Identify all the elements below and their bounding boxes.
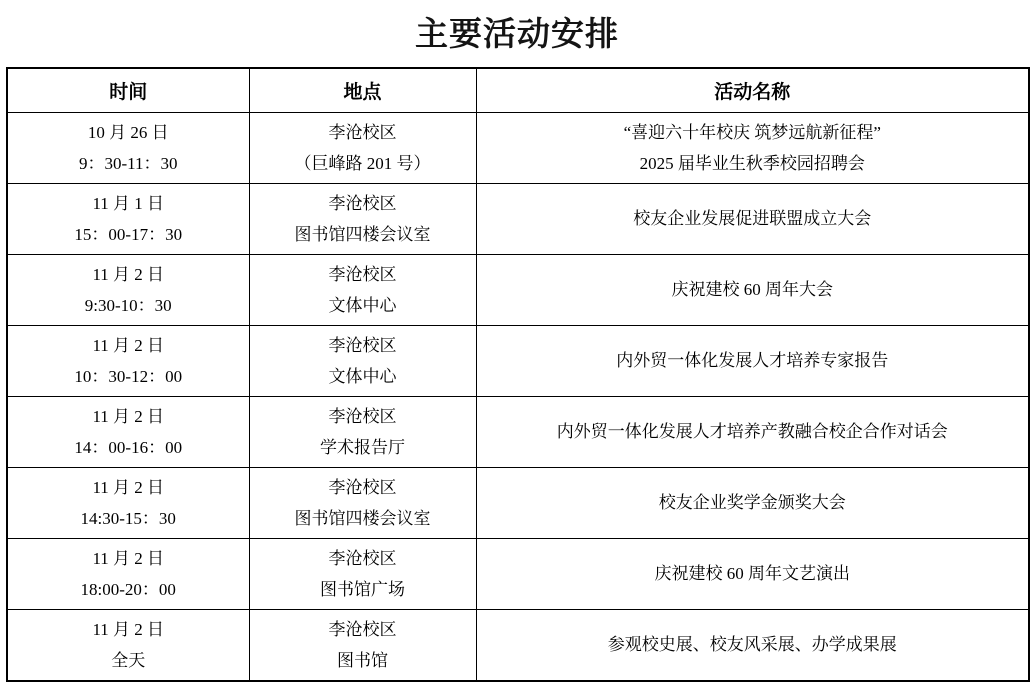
cell-line: 李沧校区: [328, 548, 397, 568]
cell-line: 学术报告厅: [320, 437, 405, 457]
location-cell: [249, 325, 476, 396]
cell-line: 11 月 2 日: [92, 477, 165, 497]
cell-line: 图书馆广场: [320, 579, 405, 599]
cell-line: 14:30-15：30: [80, 508, 176, 528]
table-row: [7, 538, 1029, 609]
activity-cell: [476, 325, 1029, 396]
page-title: 主要活动安排: [415, 17, 619, 53]
schedule-table: [6, 67, 1030, 682]
cell-line: 图书馆四楼会议室: [294, 224, 431, 244]
cell-line: 14：00-16：00: [74, 437, 183, 457]
table-row: [7, 254, 1029, 325]
time-cell: [7, 112, 249, 183]
cell-line: 11 月 2 日: [92, 264, 165, 284]
cell-line: 18:00-20：00: [80, 579, 176, 599]
col-header-location: 地点: [249, 68, 476, 112]
cell-line: 内外贸一体化发展人才培养产教融合校企合作对话会: [556, 422, 948, 441]
activity-cell: [476, 183, 1029, 254]
cell-line: 15：00-17：30: [74, 224, 183, 244]
cell-line: 李沧校区: [328, 335, 397, 355]
cell-line: 2025 届毕业生秋季校园招聘会: [639, 153, 865, 173]
location-cell: [249, 609, 476, 681]
table-row: [7, 183, 1029, 254]
col-header-time: 时间: [7, 68, 249, 112]
location-cell: [249, 538, 476, 609]
location-cell: [249, 112, 476, 183]
cell-line: 李沧校区: [328, 477, 397, 497]
col-header-activity: 活动名称: [476, 68, 1029, 112]
time-cell: [7, 396, 249, 467]
cell-line: （巨峰路 201 号）: [294, 153, 431, 173]
header-row: [7, 68, 1029, 112]
table-row: [7, 467, 1029, 538]
cell-line: 文体中心: [328, 366, 397, 386]
cell-line: 10：30-12：00: [74, 366, 183, 386]
cell-line: 11 月 1 日: [92, 193, 165, 213]
cell-line: 9：30-11：30: [78, 153, 178, 173]
table-header: [7, 68, 1029, 112]
activity-cell: [476, 538, 1029, 609]
cell-line: 李沧校区: [328, 619, 397, 639]
cell-line: 11 月 2 日: [92, 548, 165, 568]
time-cell: [7, 538, 249, 609]
cell-line: 11 月 2 日: [92, 406, 165, 426]
cell-line: 李沧校区: [328, 193, 397, 213]
activity-cell: [476, 254, 1029, 325]
cell-line: 参观校史展、校友风采展、办学成果展: [607, 635, 897, 654]
table-row: [7, 112, 1029, 183]
table-row: [7, 325, 1029, 396]
time-cell: [7, 325, 249, 396]
cell-line: 内外贸一体化发展人才培养专家报告: [616, 351, 889, 370]
cell-line: 文体中心: [328, 295, 397, 315]
cell-line: 11 月 2 日: [92, 335, 165, 355]
time-cell: [7, 254, 249, 325]
cell-line: 李沧校区: [328, 122, 397, 142]
cell-line: 李沧校区: [328, 406, 397, 426]
time-cell: [7, 183, 249, 254]
cell-line: 全天: [111, 650, 146, 670]
cell-line: “喜迎六十年校庆 筑梦远航新征程”: [623, 122, 881, 142]
table-body: [7, 112, 1029, 681]
cell-line: 李沧校区: [328, 264, 397, 284]
cell-line: 图书馆: [337, 650, 388, 670]
cell-line: 庆祝建校 60 周年大会: [671, 280, 833, 299]
cell-line: 9:30-10：30: [84, 295, 172, 315]
table-row: [7, 396, 1029, 467]
cell-line: 校友企业奖学金颁奖大会: [658, 493, 846, 512]
table-row: [7, 609, 1029, 681]
cell-line: 图书馆四楼会议室: [294, 508, 431, 528]
activity-cell: [476, 467, 1029, 538]
cell-line: 庆祝建校 60 周年文艺演出: [654, 564, 850, 583]
time-cell: [7, 609, 249, 681]
cell-line: 校友企业发展促进联盟成立大会: [633, 209, 872, 228]
activity-cell: [476, 112, 1029, 183]
location-cell: [249, 467, 476, 538]
location-cell: [249, 254, 476, 325]
location-cell: [249, 183, 476, 254]
activity-cell: [476, 609, 1029, 681]
cell-line: 10 月 26 日: [87, 122, 169, 142]
activity-cell: [476, 396, 1029, 467]
cell-line: 11 月 2 日: [92, 619, 165, 639]
time-cell: [7, 467, 249, 538]
location-cell: [249, 396, 476, 467]
